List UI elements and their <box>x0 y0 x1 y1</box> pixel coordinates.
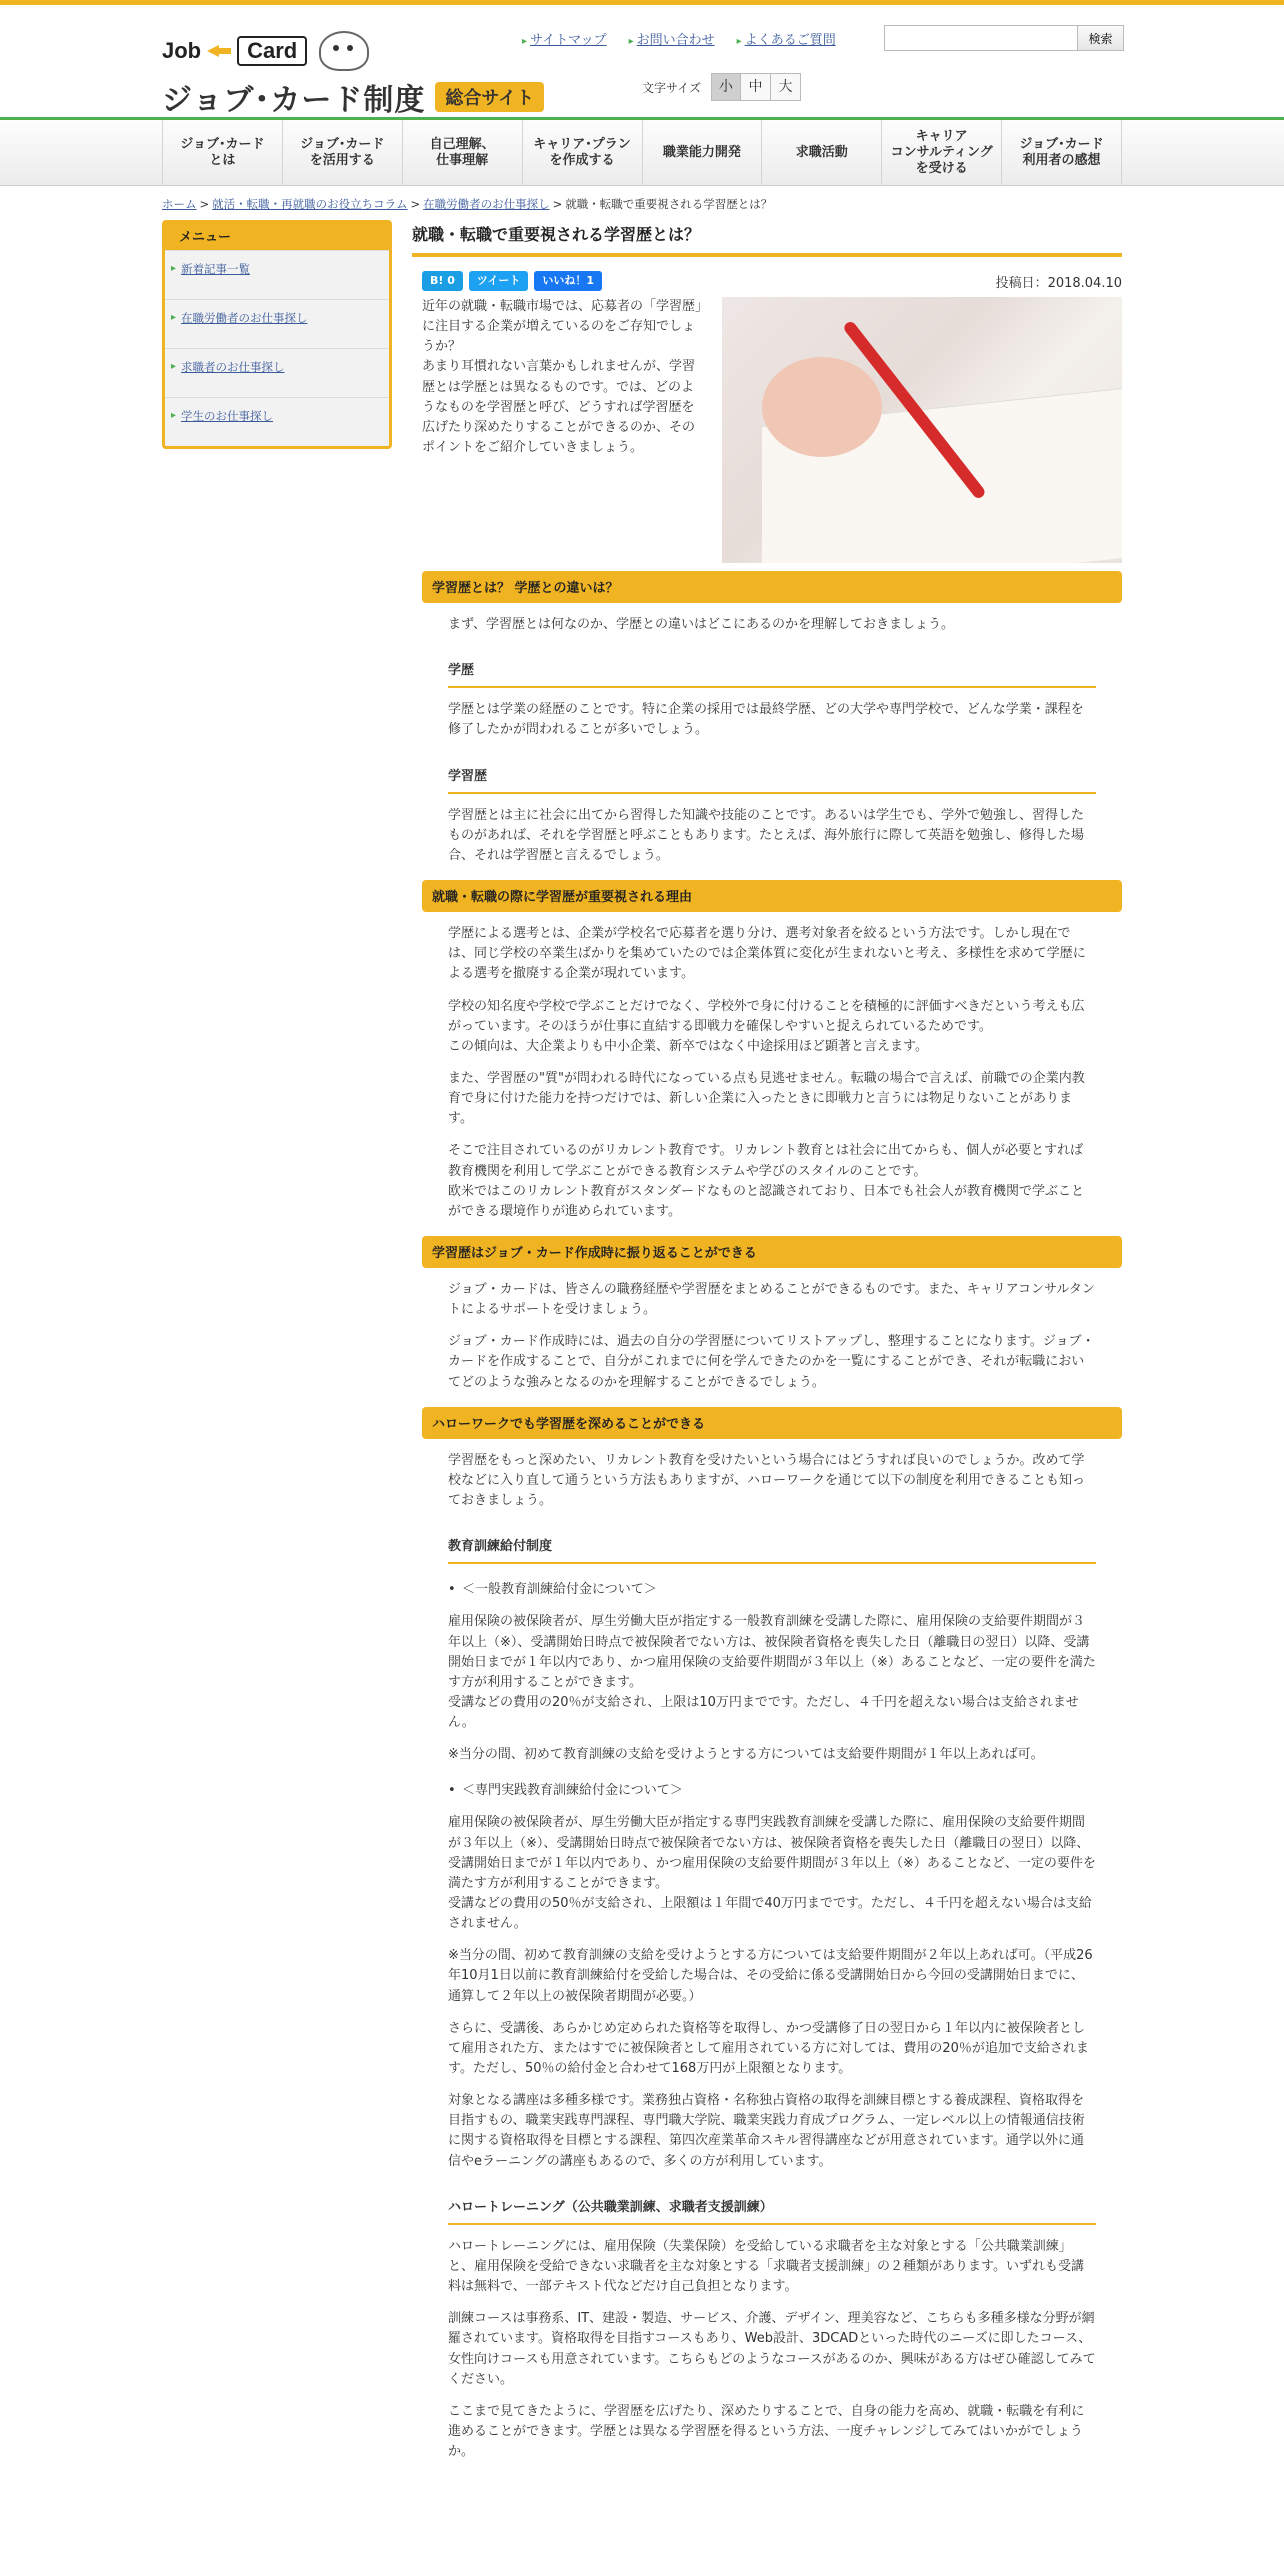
subheading: 教育訓練給付制度 <box>448 1537 1096 1564</box>
paragraph: ジョブ・カードは、皆さんの職務経歴や学習歴をまとめることができるものです。また、キャリアコンサルタントによるサポートを受けましょう。 <box>448 1281 1095 1318</box>
hatena-bookmark-button[interactable]: B! 0 <box>422 271 463 291</box>
sidebar-item-label[interactable]: 在職労働者のお仕事探し <box>181 311 308 325</box>
section-body <box>448 1280 1096 1393</box>
nav-item-consulting[interactable]: キャリア コンサルティング を受ける <box>882 120 1002 186</box>
nav-item-use[interactable]: ジョブ･カード を活用する <box>283 120 403 186</box>
font-size-small-button[interactable]: 小 <box>711 73 741 101</box>
nav-item-job-hunting[interactable]: 求職活動 <box>762 120 882 186</box>
paragraph: 雇用保険の被保険者が、厚生労働大臣が指定する専門実践教育訓練を受講した際に、雇用保険の支給要件期間が３年以上（※）、受講開始日時点で被保険者でない方は、被保険者資格を喪失した日（離職日の翌日）以降、受講開始日までが１年以内であり、かつ雇用保険の支給要件期間が３年以上（※）あることなど、一定の要件を満たす方が利用することができます。 受講などの費用の50％が支給され、上限額は１年間で40万円までです。ただし、４千円を超えない場合は支給されません。 <box>448 1815 1096 1932</box>
paragraph: 学歴による選考とは、企業が学校名で応募者を選り分け、選考対象者を絞るという方法です。しかし現在では、同じ学校の卒業生ばかりを集めていたのでは企業体質に変化が生まれないと考え、多様性を求めて学歴による選考を撤廃する企業が現れています。 <box>448 926 1086 982</box>
faq-link[interactable]: ▸ よくあるご質問 <box>737 29 836 48</box>
search-button[interactable]: 検索 <box>1078 25 1124 51</box>
section-heading: 就職・転職の際に学習歴が重要視される理由 <box>422 880 1122 912</box>
font-size-switcher <box>642 73 801 101</box>
paragraph: ハロートレーニングには、雇用保険（失業保険）を受給している求職者を主な対象とする「公共職業訓練」と、雇用保険を受給できない求職者を主な対象とする「求職者支援訓練」の２種類があります。いずれも受講料は無料で、一部テキスト代などだけ自己負担となります。 <box>448 2238 1084 2295</box>
search-input[interactable] <box>884 25 1078 51</box>
intro-text: 近年の就職・転職市場では、応募者の「学習歴」に注目する企業が増えているのをご存知でしょうか？ あまり耳慣れない言葉かもしれませんが、学習歴とは学歴とは異なるものです。では、どのようなものを学習歴と呼び、どうすれば学習歴を広げたり深めたりすることができるのか、そのポイントをご紹介していきましょう。 <box>422 299 702 455</box>
font-size-large-button[interactable]: 大 <box>771 73 801 101</box>
sidebar-item-jobseekers[interactable] <box>165 348 389 397</box>
nav-item-self-understanding[interactable]: 自己理解、 仕事理解 <box>403 120 523 186</box>
facebook-like-button[interactable]: いいね！1 <box>534 271 602 291</box>
utility-links <box>522 29 836 48</box>
breadcrumb-category[interactable]: 在職労働者のお仕事探し <box>423 197 550 211</box>
logo-arrow-icon <box>207 42 231 60</box>
sidebar-item-label[interactable]: 学生のお仕事探し <box>181 409 273 423</box>
paragraph: さらに、受講後、あらかじめ定められた資格等を取得し、かつ受講修了日の翌日から１年以内に被保険者として雇用された方、またはすでに被保険者として雇用されている方に対しては、費用の20％が追加で支給されます。ただし、50％の給付金と合わせて168万円が上限額となります。 <box>448 2020 1089 2077</box>
breadcrumb-current: 就職・転職で重要視される学習歴とは？ <box>565 197 773 211</box>
sidebar-item-label[interactable]: 新着記事一覧 <box>181 262 250 276</box>
tweet-button[interactable]: ツイート <box>469 271 528 291</box>
list-item: • ＜専門実践教育訓練給付金について＞ <box>448 1781 1096 1801</box>
page-title: 就職・転職で重要視される学習歴とは？ <box>412 220 1122 257</box>
sidebar-menu <box>162 220 392 449</box>
sidebar-item-label[interactable]: 求職者のお仕事探し <box>181 360 285 374</box>
subheading: ハロートレーニング（公共職業訓練、求職者支援訓練） <box>448 2198 1096 2225</box>
nav-item-career-plan[interactable]: キャリア･プラン を作成する <box>523 120 643 186</box>
mascot-icon <box>319 31 369 71</box>
sidebar-item-latest[interactable] <box>165 250 389 299</box>
breadcrumb-column[interactable]: 就活・転職・再就職のお役立ちコラム <box>212 197 408 211</box>
paragraph: 学習歴とは主に社会に出てから習得した知識や技能のことです。あるいは学生でも、学外で勉強し、習得したものがあれば、それを学習歴と呼ぶこともあります。たとえば、海外旅行に際して英語を勉強し、修得した場合、それは学習歴と言えるでしょう。 <box>448 807 1084 863</box>
hand-shape <box>762 357 882 457</box>
nav-item-skill-development[interactable]: 職業能力開発 <box>643 120 763 186</box>
breadcrumb: ホーム > 就活・転職・再就職のお役立ちコラム > 在職労働者のお仕事探し > 就職・転職で重要視される学習歴とは？ <box>162 197 773 211</box>
paragraph: まず、学習歴とは何なのか、学歴との違いはどこにあるのかを理解しておきましょう。 <box>448 617 954 632</box>
font-size-label: 文字サイズ <box>642 80 702 95</box>
sidebar-heading: メニュー <box>165 223 389 250</box>
global-nav <box>0 120 1284 186</box>
nav-item-testimonials[interactable]: ジョブ･カード 利用者の感想 <box>1002 120 1122 186</box>
font-size-medium-button[interactable]: 中 <box>741 73 771 101</box>
section-heading: 学習歴はジョブ・カード作成時に振り返ることができる <box>422 1236 1122 1268</box>
section-body <box>448 615 1096 866</box>
contact-link[interactable]: ▸ お問い合わせ <box>629 29 715 48</box>
section-body <box>448 1451 1096 2463</box>
paragraph: ※当分の間、初めて教育訓練の支給を受けようとする方については支給要件期間が１年以上あれば可。 <box>448 1747 1044 1763</box>
paragraph: ※当分の間、初めて教育訓練の支給を受けようとする方については支給要件期間が２年以上あれば可。（平成26年10月1日以前に教育訓練給付を受給した場合は、その受給に係る受講開始日から今回の受講開始日までに、通算して２年以上の被保険者期間が必要。） <box>448 1948 1093 2004</box>
logo-job-text: Job <box>162 38 202 63</box>
breadcrumb-home[interactable]: ホーム <box>162 197 197 211</box>
nav-item-about[interactable]: ジョブ･カード とは <box>163 120 283 186</box>
paragraph: 雇用保険の被保険者が、厚生労働大臣が指定する一般教育訓練を受講した際に、雇用保険の支給要件期間が３年以上（※）、受講開始日時点で被保険者でない方は、被保険者資格を喪失した日（離職日の翌日）以降、受講開始日までが１年以内であり、かつ雇用保険の支給要件期間が３年以上（※）あることなど、一定の要件を満たす方が利用することができます。 受講などの費用の20％が支給され、上限は10万円までです。ただし、４千円を超えない場合は支給されません。 <box>448 1614 1096 1731</box>
subheading: 学習歴 <box>448 767 1096 794</box>
paragraph: そこで注目されているのがリカレント教育です。リカレント教育とは社会に出てからも、個人が必要とすれば教育機関を利用して学ぶことができる教育システムや学びのスタイルのことです。 欧米ではこのリカレント教育がスタンダードなものと認識されており、日本でも社会人が教育機関で学ぶことができる環境作りが進められています。 <box>448 1143 1085 1219</box>
subheading: 学歴 <box>448 661 1096 688</box>
site-logo[interactable] <box>162 31 544 119</box>
paragraph: 訓練コースは事務系、IT、建設・製造、サービス、介護、デザイン、理美容など、こちらも多種多様な分野が網羅されています。資格取得を目指すコースもあり、Web設計、3DCADといった時代のニーズに即したコース、女性向けコースも用意されています。こちらもどのようなコースがあるのか、興味がある方はぜひ確認してみてください。 <box>448 2311 1096 2387</box>
sidebar-item-employed[interactable] <box>165 299 389 348</box>
list-item: • ＜一般教育訓練給付金について＞ <box>448 1580 1096 1600</box>
paragraph: 学校の知名度や学校で学ぶことだけでなく、学校外で身に付けることを積極的に評価すべきだという考えも広がっています。そのほうが仕事に直結する即戦力を確保しやすいと捉えられているためです。 この傾向は、大企業よりも中小企業、新卒ではなく中途採用ほど顕著と言えます。 <box>448 998 1085 1054</box>
post-date: 投稿日：2018.04.10 <box>995 275 1122 291</box>
paragraph: 学習歴をもっと深めたい、リカレント教育を受けたいという場合にはどうすれば良いのでしょうか。改めて学校などに入り直して通うという方法もありますが、ハローワークを通じて以下の制度を利用できることも知っておきましょう。 <box>448 1452 1086 1508</box>
section-body <box>448 924 1096 1222</box>
article-intro <box>422 297 1122 565</box>
paragraph: ここまで見てきたように、学習歴を広げたり、深めたりすることで、自身の能力を高め、就職・転職を有利に進めることができます。学歴とは異なる学習歴を得るという方法、一度チャレンジしてみてはいかがでしょうか。 <box>448 2403 1085 2460</box>
paragraph: また、学習歴の"質"が問われる時代になっている点も見逃せません。転職の場合で言えば、前職での企業内教育で身に付けた能力を持つだけでは、新しい企業に入ったときに即戦力と言うには物足りないことがあります。 <box>448 1070 1085 1127</box>
article <box>412 220 1122 2462</box>
logo-card-text: Card <box>237 36 307 66</box>
paragraph: 対象となる講座は多種多様です。業務独占資格・名称独占資格の取得を訓練目標とする養成課程、資格取得を目指すもの、職業実践専門課程、専門職大学院、職業実践力育成プログラム、一定レベル以上の情報通信技術に関する資格取得を目標とする課程、第四次産業革命スキル習得講座などが用意されています。通学以外に通信やeラーニングの講座もあるので、多くの方が利用しています。 <box>448 2093 1085 2169</box>
search-box <box>884 25 1124 51</box>
paragraph: ジョブ・カード作成時には、過去の自分の学習歴についてリストアップし、整理することになります。ジョブ・カードを作成することで、自分がこれまでに何を学んできたのかを一覧にすることができ、それが転職においてどのような強みとなるのかを理解することができるでしょう。 <box>448 1334 1095 1390</box>
section-heading: ハローワークでも学習歴を深めることができる <box>422 1407 1122 1439</box>
logo-badge: 総合サイト <box>435 82 544 112</box>
paragraph: 学歴とは学業の経歴のことです。特に企業の採用では最終学歴、どの大学や専門学校で、どんな学業・課程を修了したかが問われることが多いでしょう。 <box>448 702 1084 738</box>
article-meta <box>422 271 1122 291</box>
site-header <box>162 5 1122 115</box>
studying-photo <box>722 297 1122 563</box>
section-heading: 学習歴とは？ 学歴との違いは？ <box>422 571 1122 603</box>
sitemap-link[interactable]: ▸ サイトマップ <box>522 29 607 48</box>
social-buttons <box>422 271 602 291</box>
sidebar-item-students[interactable] <box>165 397 389 446</box>
logo-title: ジョブ･カード制度 <box>162 84 426 117</box>
